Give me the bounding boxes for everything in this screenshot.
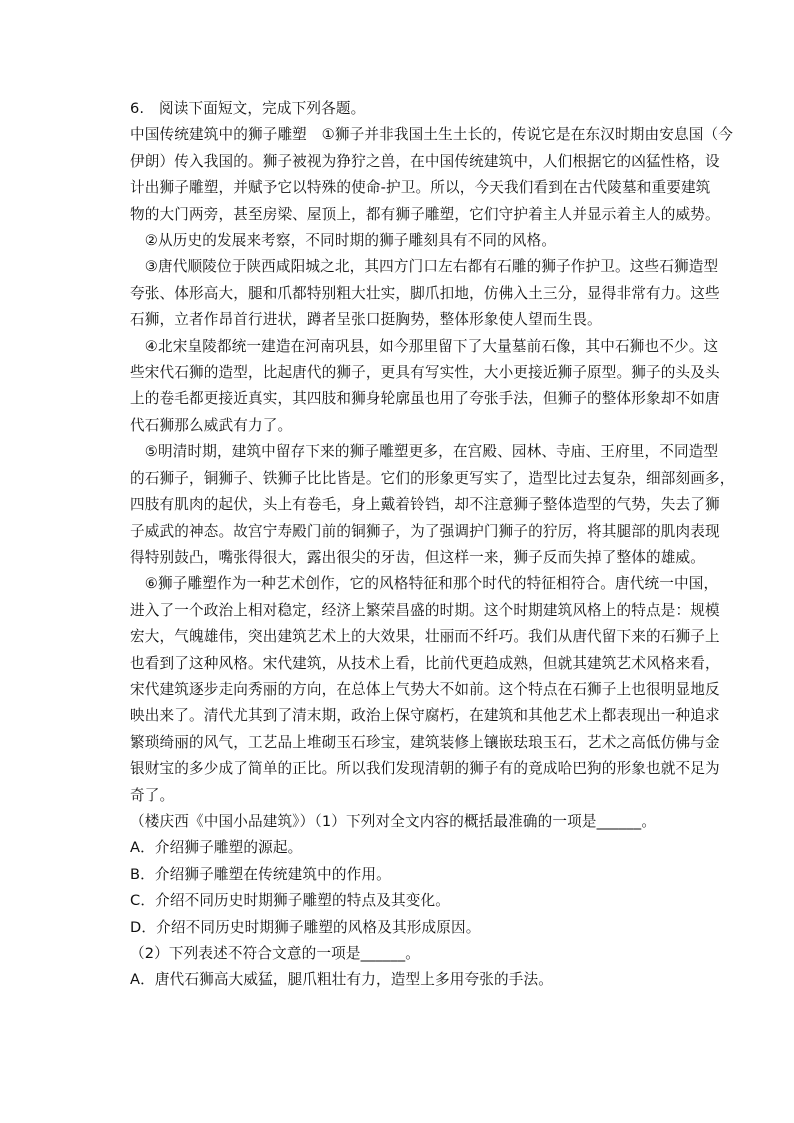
passage-line: 银财宝的多少成了简单的正比。所以我们发现清朝的狮子有的竟成哈巴狗的形象也就不足为: [130, 760, 720, 778]
passage-line: ③唐代顺陵位于陕西咸阳城之北，其四方门口左右都有石雕的狮子作护卫。这些石狮造型: [130, 258, 719, 276]
passage-line: 物的大门两旁，甚至房梁、屋顶上，都有狮子雕塑，它们守护着主人并显示着主人的威势。: [130, 205, 720, 223]
passage-line: ⑥狮子雕塑作为一种艺术创作，它的风格特征和那个时代的特征相符合。唐代统一中国，: [130, 575, 719, 593]
question-content: [130, 96, 735, 994]
passage: [130, 122, 735, 809]
sub-question-1: [130, 809, 690, 941]
answer-option: A．唐代石狮高大威猛，腿爪粗壮有力，造型上多用夸张的手法。: [130, 971, 553, 989]
passage-line: ④北宋皇陵都统一建造在河南巩县，如今那里留下了大量墓前石像，其中石狮也不少。这: [130, 337, 719, 355]
answer-option: A．介绍狮子雕塑的源起。: [130, 839, 303, 857]
passage-line: 宋代建筑逐步走向秀丽的方向，在总体上气势大不如前。这个特点在石狮子上也很明显地反: [130, 680, 720, 698]
passage-line: 上的卷毛都更接近真实，其四肢和狮身轮廓虽也用了夸张手法，但狮子的整体形象却不如唐: [130, 390, 720, 408]
passage-line: ②从历史的发展来考察，不同时期的狮子雕刻具有不同的风格。: [130, 232, 557, 250]
passage-line: 子威武的神态。故宫宁寿殿门前的铜狮子，为了强调护门狮子的狞厉，将其腿部的肌肉表现: [130, 522, 720, 540]
passage-line: 宏大，气魄雄伟，突出建筑艺术上的大效果，壮丽而不纤巧。我们从唐代留下来的石狮子上: [130, 628, 720, 646]
answer-option: B．介绍狮子雕塑在传统建筑中的作用。: [130, 865, 391, 883]
passage-line: 映出来了。清代尤其到了清末期，政治上保守腐朽，在建筑和其他艺术上都表现出一种追求: [130, 707, 720, 725]
passage-line: 也看到了这种风格。宋代建筑，从技术上看，比前代更趋成熟，但就其建筑艺术风格来看，: [130, 654, 720, 672]
passage-line: 些宋代石狮的造型，比起唐代的狮子，更具有写实性，大小更接近狮子原型。狮子的头及头: [130, 364, 720, 382]
sub-question-stem: （楼庆西《中国小品建筑》）（1）下列对全文内容的概括最准确的一项是______。: [130, 812, 657, 830]
sub-question-stem: （2）下列表述不符合文意的一项是______。: [130, 945, 421, 962]
passage-line: 伊朗）传入我国的。狮子被视为狰狞之兽，在中国传统建筑中，人们根据它的凶猛性格，设: [130, 152, 720, 170]
passage-line: 石狮，立者作昂首行进状，蹲者呈张口挺胸势，整体形象使人望而生畏。: [130, 311, 602, 329]
sub-question-2: [130, 941, 690, 994]
passage-line: 进入了一个政治上相对稳定，经济上繁荣昌盛的时期。这个时期建筑风格上的特点是：规模: [130, 601, 720, 619]
answer-option: D．介绍不同历史时期狮子雕塑的风格及其形成原因。: [130, 918, 481, 936]
passage-line: 代石狮那么威武有力了。: [130, 416, 293, 434]
passage-line: 繁琐绮丽的风气，工艺品上堆砌玉石珍宝，建筑装修上镶嵌珐琅玉石，艺术之高低仿佛与金: [130, 733, 720, 751]
passage-line: 计出狮子雕塑，并赋予它以特殊的使命-护卫。所以，今天我们看到在古代陵墓和重要建筑: [130, 179, 711, 197]
passage-line: 得特别鼓凸，嘴张得很大，露出很尖的牙齿，但这样一来，狮子反而失掉了整体的雄威。: [130, 548, 706, 566]
passage-line: 夸张、体形高大，腿和爪都特别粗大壮实，脚爪扣地，仿佛入土三分，显得非常有力。这些: [130, 284, 720, 302]
answer-option: C．介绍不同历史时期狮子雕塑的特点及其变化。: [130, 892, 450, 910]
question-header: 6. 阅读下面短文，完成下列各题。: [130, 100, 366, 117]
passage-line: ⑤明清时期，建筑中留存下来的狮子雕塑更多，在宫殿、园林、寺庙、王府里，不同造型: [130, 443, 719, 461]
passage-line: 中国传统建筑中的狮子雕塑 ①狮子并非我国土生土长的，传说它是在东汉时期由安息国（今: [130, 126, 733, 144]
passage-line: 的石狮子，铜狮子、铁狮子比比皆是。它们的形象更写实了，造型比过去复杂，细部刻画多，: [130, 469, 735, 487]
passage-line: 奇了。: [130, 786, 175, 804]
passage-line: 四肢有肌肉的起伏，头上有卷毛，身上戴着铃铛，却不注意狮子整体造型的气势，失去了狮: [130, 496, 720, 514]
